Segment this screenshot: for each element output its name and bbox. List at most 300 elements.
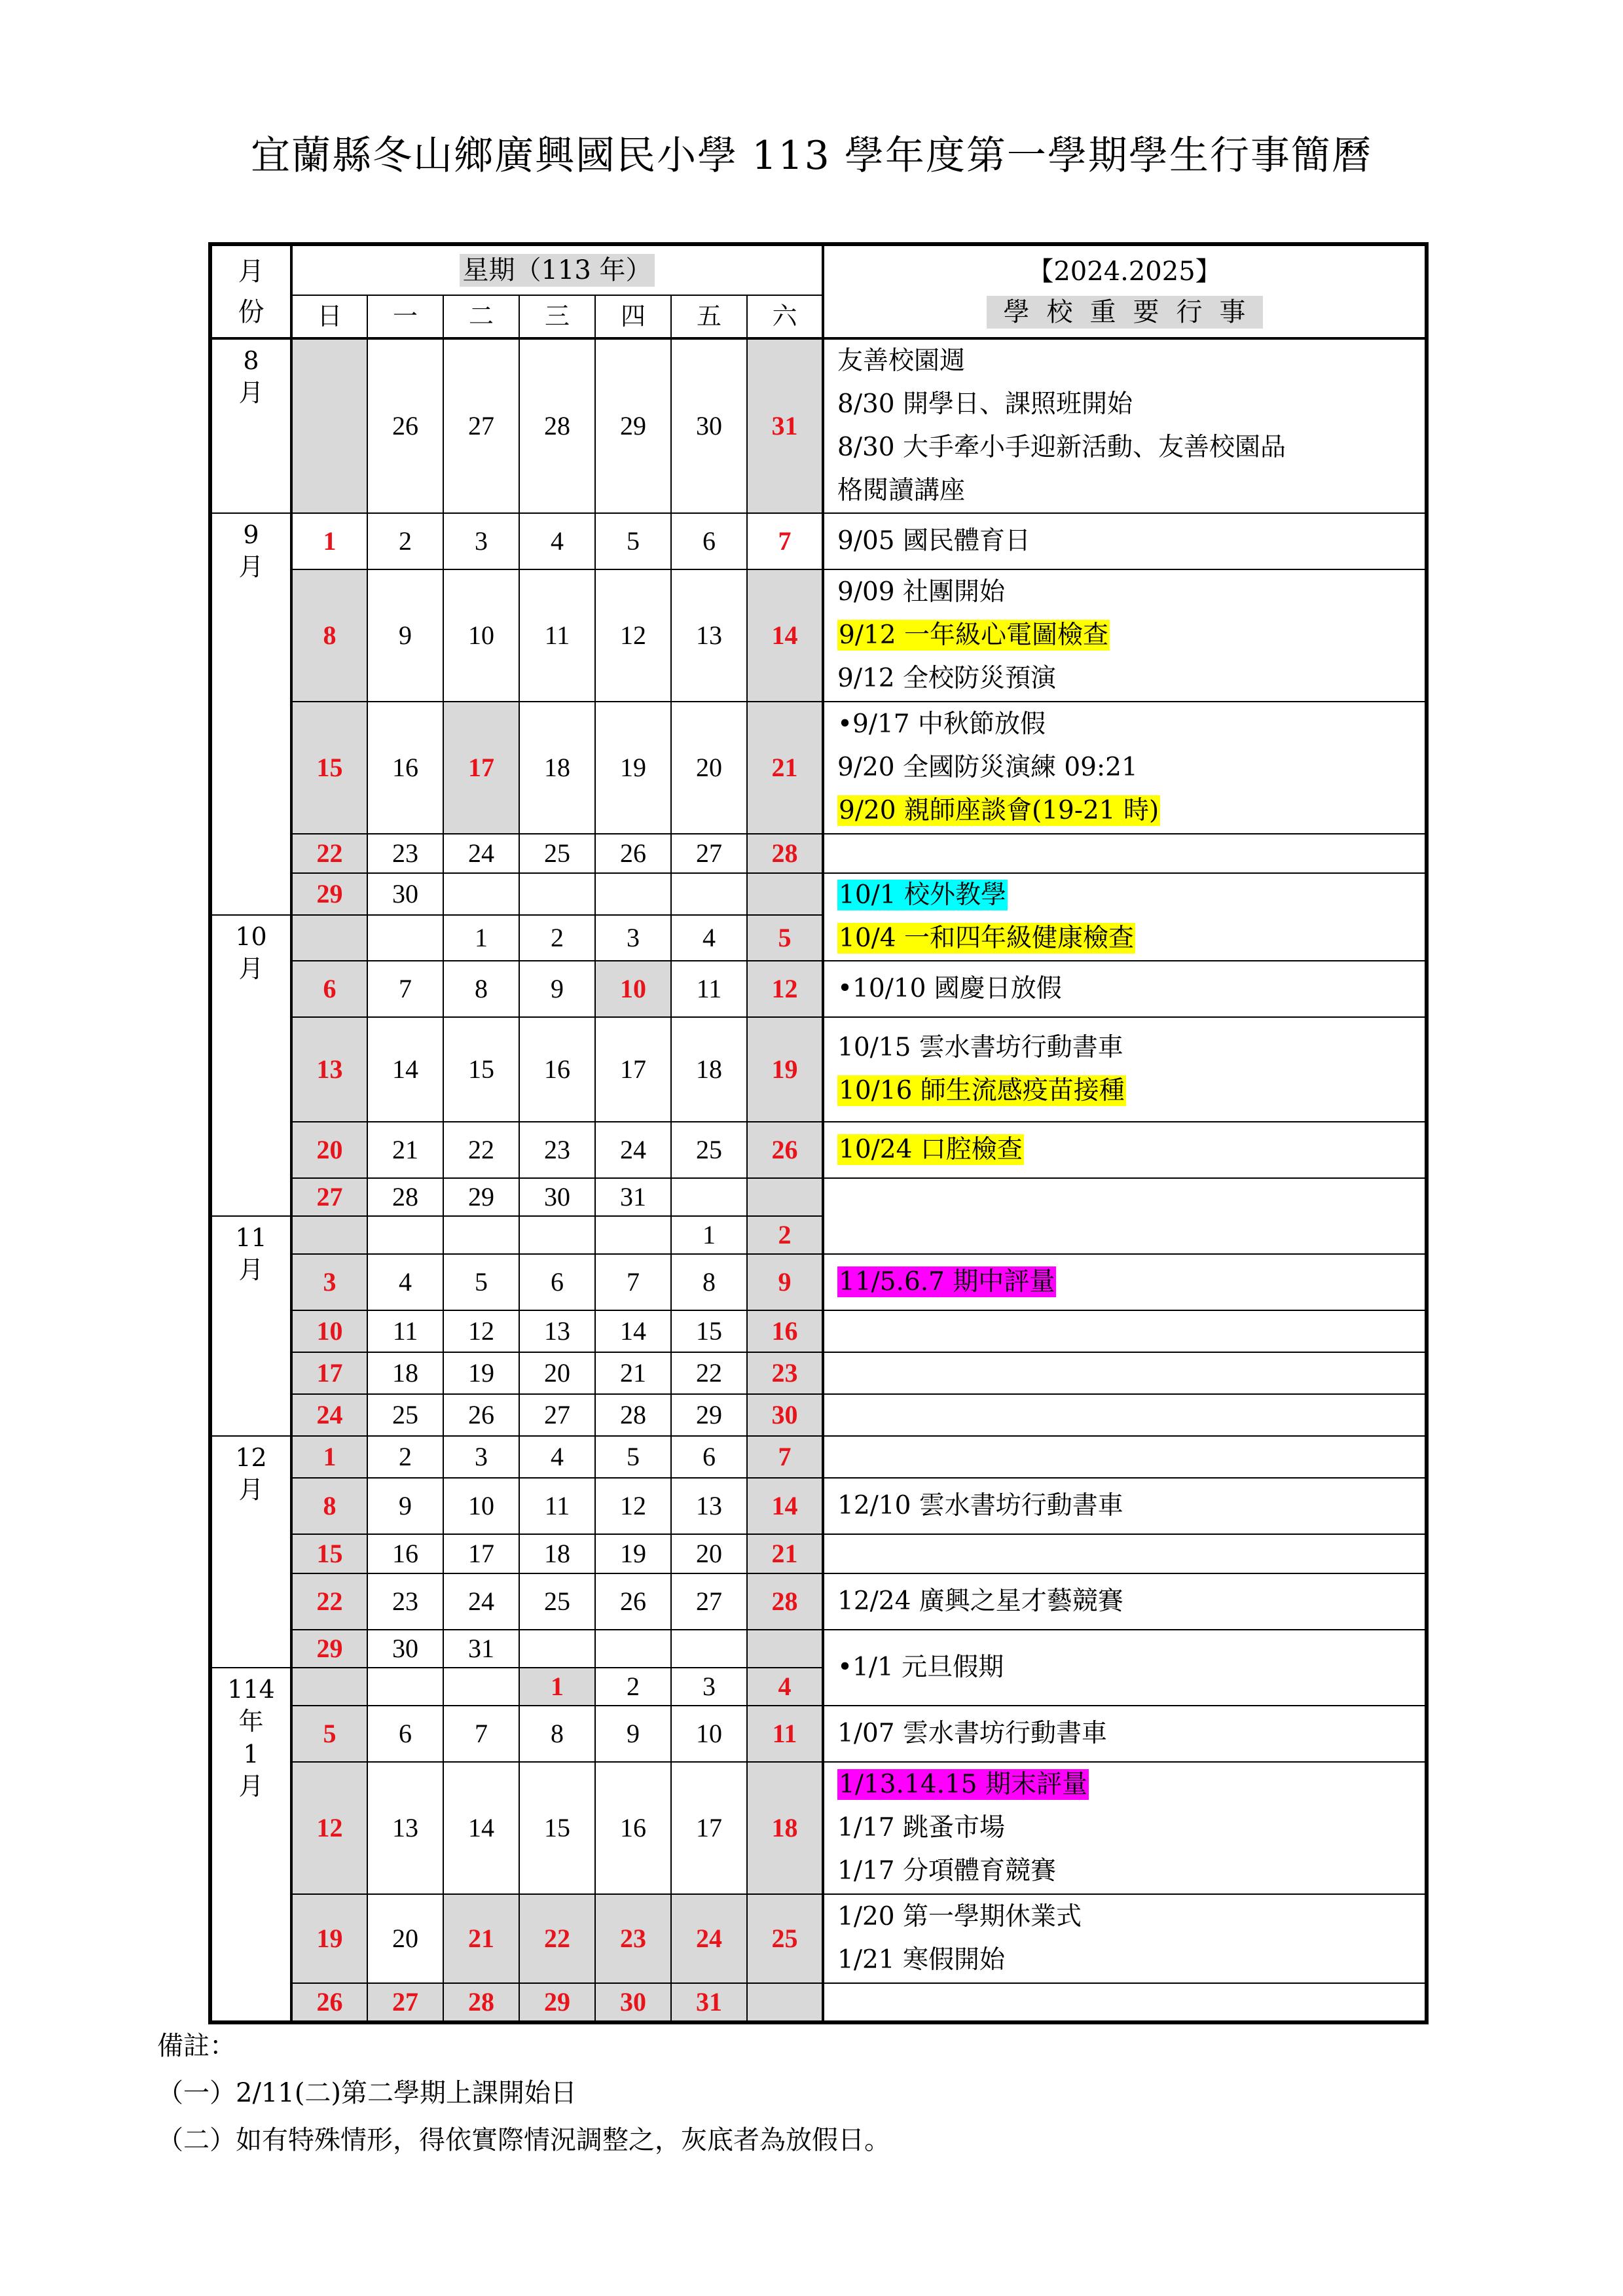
date-cell: 26 [595,834,671,873]
date-cell: 11 [519,569,595,702]
events-cell [823,513,1427,569]
date-cell: 3 [595,915,671,961]
event-text: 1/07 雲水書坊行動書車 [837,1719,1107,1748]
week-row [210,1478,1427,1534]
date-cell: 12 [291,1762,367,1894]
weekday-header: 六 [747,295,823,338]
date-cell: 11 [671,961,747,1017]
weekday-header: 二 [443,295,519,338]
date-cell: 20 [367,1894,443,1983]
date-cell: 27 [443,338,519,513]
events-cell [823,338,1427,513]
date-cell: 29 [595,338,671,513]
date-cell: 28 [747,1573,823,1630]
event-text: 9/12 全校防災預演 [837,664,1056,693]
page-title: 宜蘭縣冬山鄉廣興國民小學 113 學年度第一學期學生行事簡曆 [251,133,1372,179]
week-row [210,873,1427,915]
date-cell: 28 [443,1983,519,2022]
date-cell: 3 [671,1668,747,1706]
date-cell: 30 [519,1178,595,1216]
date-cell: 1 [519,1668,595,1706]
date-cell: 20 [519,1352,595,1394]
date-cell: 30 [595,1983,671,2022]
events-cell [823,1983,1427,2022]
date-cell: 20 [671,1534,747,1573]
date-cell: 24 [443,1573,519,1630]
event-line [837,426,1425,469]
date-cell: 27 [291,1178,367,1216]
weekday-header: 五 [671,295,747,338]
weekday-header: 一 [367,295,443,338]
empty-date-cell [747,1983,823,2022]
empty-date-cell [443,1668,519,1706]
week-row [210,834,1427,873]
events-cell [823,834,1427,873]
date-cell: 18 [519,1534,595,1573]
week-row [210,961,1427,1017]
empty-date-cell [747,873,823,915]
date-cell: 14 [443,1762,519,1894]
date-cell: 17 [595,1017,671,1122]
empty-date-cell [367,1216,443,1254]
event-line [837,746,1425,789]
date-cell: 18 [519,702,595,834]
date-cell: 5 [595,513,671,569]
date-cell: 24 [443,834,519,873]
event-text: 1/17 跳蚤市場 [837,1813,1005,1842]
events-cell [823,1310,1427,1352]
highlighted-event-text: 1/13.14.15 期末評量 [839,1770,1088,1799]
date-cell: 8 [291,569,367,702]
event-line [837,469,1425,512]
events-cell [823,1706,1427,1762]
date-cell: 19 [443,1352,519,1394]
date-cell: 14 [747,1478,823,1534]
date-cell: 16 [367,1534,443,1573]
date-cell: 10 [443,569,519,702]
date-cell: 29 [671,1394,747,1436]
week-row [210,1122,1427,1178]
empty-date-cell [519,873,595,915]
event-line [837,1895,1425,1939]
week-row [210,702,1427,834]
events-cell [823,1436,1427,1478]
event-line [837,967,1425,1011]
date-cell: 10 [443,1478,519,1534]
date-cell: 26 [443,1394,519,1436]
date-cell: 12 [595,1478,671,1534]
date-cell: 9 [747,1254,823,1310]
events-cell [823,1178,1427,1254]
date-cell: 3 [443,1436,519,1478]
week-row [210,1394,1427,1436]
date-cell: 18 [671,1017,747,1122]
event-text: 1/17 分項體育競賽 [837,1856,1056,1886]
week-row [210,1573,1427,1630]
date-cell: 22 [443,1122,519,1178]
date-cell: 20 [671,702,747,834]
week-row [210,1017,1427,1122]
events-cell [823,1630,1427,1706]
date-cell: 6 [291,961,367,1017]
event-line [837,1580,1425,1623]
date-cell: 13 [671,569,747,702]
date-cell: 22 [291,1573,367,1630]
date-cell: 15 [291,1534,367,1573]
date-cell: 24 [291,1394,367,1436]
event-line [837,1939,1425,1982]
week-row [210,1706,1427,1762]
calendar-table [208,242,1429,2024]
week-row [210,513,1427,569]
highlighted-event-text: 10/4 一和四年級健康檢查 [839,924,1134,953]
event-line [837,917,1425,960]
date-cell: 11 [367,1310,443,1352]
events-cell [823,1534,1427,1573]
date-cell: 29 [291,873,367,915]
date-cell: 13 [291,1017,367,1122]
date-cell: 16 [595,1762,671,1894]
week-row [210,1310,1427,1352]
highlighted-event-text: 10/1 校外教學 [839,880,1006,910]
date-cell: 30 [671,338,747,513]
date-cell: 11 [747,1706,823,1762]
date-cell: 25 [519,1573,595,1630]
events-cell [823,1478,1427,1534]
empty-date-cell [291,338,367,513]
date-cell: 8 [291,1478,367,1534]
date-cell: 9 [519,961,595,1017]
date-cell: 2 [747,1216,823,1254]
date-cell: 1 [671,1216,747,1254]
date-cell: 17 [443,1534,519,1573]
highlighted-event-text: 9/20 親師座談會(19-21 時) [839,796,1159,825]
empty-date-cell [291,1668,367,1706]
event-text: 1/21 寒假開始 [837,1945,1005,1975]
date-cell: 18 [367,1352,443,1394]
date-cell: 28 [367,1178,443,1216]
events-cell [823,1254,1427,1310]
event-line [837,1763,1425,1806]
date-cell: 30 [367,873,443,915]
event-line [837,789,1425,833]
event-text: 9/05 國民體育日 [837,526,1030,556]
empty-date-cell [367,915,443,961]
date-cell: 23 [367,1573,443,1630]
event-line [837,340,1425,383]
date-cell: 12 [443,1310,519,1352]
empty-date-cell [595,1630,671,1668]
event-line [837,1128,1425,1172]
event-text: 格閱讀講座 [837,476,966,505]
empty-date-cell [671,1630,747,1668]
date-cell: 4 [747,1668,823,1706]
date-cell: 8 [443,961,519,1017]
events-cell [823,1762,1427,1894]
week-row [210,1352,1427,1394]
events-cell [823,1017,1427,1122]
date-cell: 17 [291,1352,367,1394]
event-line [837,1712,1425,1755]
empty-date-cell [291,1216,367,1254]
date-cell: 8 [671,1254,747,1310]
date-cell: 25 [519,834,595,873]
date-cell: 27 [671,1573,747,1630]
date-cell: 1 [291,1436,367,1478]
date-cell: 15 [291,702,367,834]
date-cell: 25 [671,1122,747,1178]
date-cell: 5 [595,1436,671,1478]
date-cell: 21 [367,1122,443,1178]
event-text: 8/30 大手牽小手迎新活動、友善校園品 [837,433,1286,462]
date-cell: 19 [747,1017,823,1122]
event-text: 8/30 開學日、課照班開始 [837,389,1133,419]
date-cell: 29 [291,1630,367,1668]
date-cell: 5 [443,1254,519,1310]
empty-date-cell [595,1216,671,1254]
week-row [210,569,1427,702]
date-cell: 18 [747,1762,823,1894]
note-item: （二）如有特殊情形，得依實際情況調整之，灰底者為放假日。 [157,2125,890,2155]
empty-date-cell [747,1178,823,1216]
week-row [210,1630,1427,1668]
empty-date-cell [671,873,747,915]
date-cell: 6 [671,1436,747,1478]
month-label: 10 月 [210,915,291,1216]
date-cell: 4 [671,915,747,961]
month-label: 9 月 [210,513,291,915]
date-cell: 19 [595,702,671,834]
events-cell [823,1894,1427,1983]
date-cell: 5 [747,915,823,961]
highlighted-event-text: 11/5.6.7 期中評量 [839,1267,1055,1297]
date-cell: 30 [367,1630,443,1668]
event-line [837,703,1425,746]
empty-date-cell [747,1630,823,1668]
date-cell: 31 [671,1983,747,2022]
events-cell [823,1352,1427,1394]
events-cell [823,1573,1427,1630]
date-cell: 2 [519,915,595,961]
date-cell: 10 [671,1706,747,1762]
week-row [210,1894,1427,1983]
month-label: 12 月 [210,1436,291,1668]
date-cell: 27 [367,1983,443,2022]
highlighted-event-text: 9/12 一年級心電圖檢查 [839,620,1108,650]
event-line [837,383,1425,426]
weekday-header: 三 [519,295,595,338]
event-text: •1/1 元旦假期 [837,1653,1004,1682]
empty-date-cell [367,1668,443,1706]
date-cell: 14 [747,569,823,702]
date-cell: 9 [367,569,443,702]
events-cell [823,1122,1427,1178]
date-cell: 21 [747,1534,823,1573]
event-text: 9/09 社團開始 [837,577,1005,607]
date-cell: 13 [519,1310,595,1352]
date-cell: 27 [519,1394,595,1436]
date-cell: 10 [291,1310,367,1352]
date-cell: 22 [519,1894,595,1983]
date-cell: 23 [595,1894,671,1983]
event-text: 9/20 全國防災演練 09:21 [837,753,1138,782]
week-row [210,1983,1427,2022]
event-text: 1/20 第一學期休業式 [837,1902,1082,1931]
notes [157,2022,890,2164]
date-cell: 23 [747,1352,823,1394]
date-cell: 21 [595,1352,671,1394]
date-cell: 7 [595,1254,671,1310]
date-cell: 20 [291,1122,367,1178]
date-cell: 12 [747,961,823,1017]
empty-date-cell [671,1178,747,1216]
date-cell: 31 [747,338,823,513]
date-cell: 24 [595,1122,671,1178]
date-cell: 22 [671,1352,747,1394]
date-cell: 6 [367,1706,443,1762]
events-header [823,244,1427,338]
date-cell: 6 [519,1254,595,1310]
date-cell: 28 [747,834,823,873]
month-label: 11 月 [210,1216,291,1436]
event-text: 友善校園週 [837,346,966,376]
event-text: 10/15 雲水書坊行動書車 [837,1033,1123,1062]
date-cell: 13 [367,1762,443,1894]
date-cell: 4 [519,1436,595,1478]
date-cell: 25 [747,1894,823,1983]
week-row [210,1762,1427,1894]
date-cell: 1 [443,915,519,961]
empty-date-cell [519,1216,595,1254]
week-row [210,1534,1427,1573]
date-cell: 24 [671,1894,747,1983]
events-cell [823,961,1427,1017]
date-cell: 28 [519,338,595,513]
event-line [837,1850,1425,1893]
date-cell: 11 [519,1478,595,1534]
date-cell: 26 [595,1573,671,1630]
event-line [837,874,1425,917]
event-line [837,1484,1425,1528]
date-cell: 13 [671,1478,747,1534]
date-cell: 16 [367,702,443,834]
date-cell: 26 [747,1122,823,1178]
date-cell: 15 [671,1310,747,1352]
date-cell: 2 [367,1436,443,1478]
date-cell: 7 [747,513,823,569]
note-item: （一）2/11(二)第二學期上課開始日 [157,2078,577,2108]
event-line [837,1026,1425,1069]
date-cell: 10 [595,961,671,1017]
date-cell: 4 [367,1254,443,1310]
date-cell: 26 [367,338,443,513]
date-cell: 21 [443,1894,519,1983]
empty-date-cell [595,873,671,915]
date-cell: 8 [519,1706,595,1762]
events-cell [823,702,1427,834]
event-text: 12/10 雲水書坊行動書車 [837,1491,1123,1520]
date-cell: 2 [367,513,443,569]
week-header: 星期（113 年） [291,244,823,295]
date-cell: 17 [671,1762,747,1894]
event-line [837,657,1425,700]
date-cell: 3 [291,1254,367,1310]
date-cell: 7 [443,1706,519,1762]
date-cell: 29 [519,1983,595,2022]
date-cell: 25 [367,1394,443,1436]
empty-date-cell [519,1630,595,1668]
event-line [837,1069,1425,1113]
empty-date-cell [443,1216,519,1254]
date-cell: 9 [595,1706,671,1762]
event-text: •9/17 中秋節放假 [837,709,1046,739]
month-column-header: 月 份 [210,244,291,338]
date-cell: 28 [595,1394,671,1436]
date-cell: 1 [291,513,367,569]
event-line [837,571,1425,614]
event-line [837,1806,1425,1850]
date-cell: 16 [747,1310,823,1352]
highlighted-event-text: 10/16 師生流感疫苗接種 [839,1076,1125,1105]
date-cell: 14 [595,1310,671,1352]
date-cell: 6 [671,513,747,569]
date-cell: 2 [595,1668,671,1706]
event-text: •10/10 國慶日放假 [837,974,1062,1003]
date-cell: 15 [443,1017,519,1122]
date-cell: 15 [519,1762,595,1894]
date-cell: 29 [443,1178,519,1216]
week-row [210,338,1427,513]
date-cell: 9 [367,1478,443,1534]
date-cell: 27 [671,834,747,873]
date-cell: 16 [519,1017,595,1122]
month-label: 8 月 [210,338,291,513]
week-row [210,1436,1427,1478]
events-cell [823,873,1427,961]
empty-date-cell [443,873,519,915]
date-cell: 22 [291,834,367,873]
year-range: 【2024.2025】 [1027,256,1222,287]
date-cell: 21 [747,702,823,834]
date-cell: 31 [595,1178,671,1216]
date-cell: 17 [443,702,519,834]
date-cell: 23 [367,834,443,873]
date-cell: 14 [367,1017,443,1122]
date-cell: 26 [291,1983,367,2022]
weekday-header: 四 [595,295,671,338]
date-cell: 4 [519,513,595,569]
date-cell: 19 [291,1894,367,1983]
highlighted-event-text: 10/24 口腔檢查 [839,1135,1023,1164]
event-text: 12/24 廣興之星才藝競賽 [837,1587,1123,1616]
date-cell: 5 [291,1706,367,1762]
events-header-label: 學校重要行事 [987,296,1263,329]
date-cell: 31 [443,1630,519,1668]
date-cell: 30 [747,1394,823,1436]
date-cell: 7 [747,1436,823,1478]
date-cell: 19 [595,1534,671,1573]
event-line [837,1261,1425,1304]
notes-heading: 備註： [157,2031,236,2061]
weekday-header: 日 [291,295,367,338]
week-row [210,1254,1427,1310]
event-line [837,520,1425,563]
date-cell: 23 [519,1122,595,1178]
event-line [837,614,1425,657]
date-cell: 12 [595,569,671,702]
date-cell: 7 [367,961,443,1017]
event-line [837,1646,1425,1689]
